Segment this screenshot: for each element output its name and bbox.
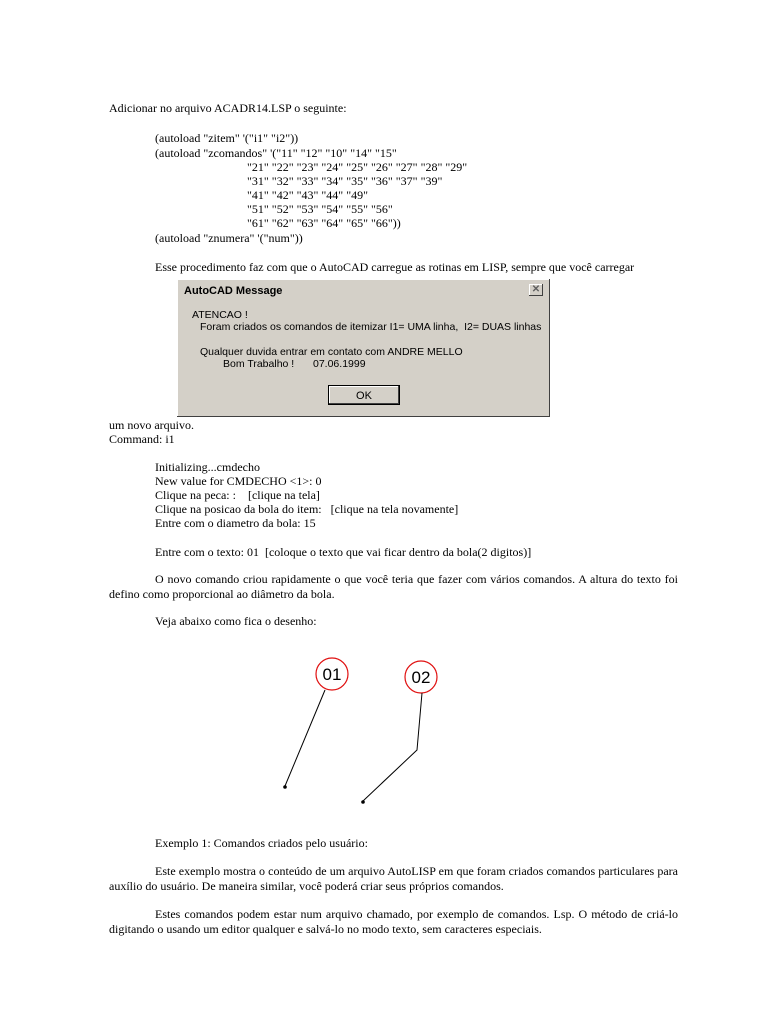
console-line: Clique na posicao da bola do item: [clique na tela novamente] bbox=[155, 502, 459, 516]
dialog-message: Foram criados os comandos de itemizar I1= UMA linha, I2= DUAS linhas bbox=[200, 321, 542, 333]
intro-text: Adicionar no arquivo ACADR14.LSP o seguinte: bbox=[109, 101, 347, 115]
code-line: (autoload "zcomandos" '("11" "12" "10" "14" "15" bbox=[155, 146, 397, 160]
code-line: (autoload "zitem" '("i1" "i2")) bbox=[155, 131, 299, 145]
leader-point-01 bbox=[283, 785, 287, 789]
bubble-label-02: 02 bbox=[411, 668, 431, 687]
ok-button[interactable]: OK bbox=[328, 385, 400, 405]
code-line: "51" "52" "53" "54" "55" "56" bbox=[247, 202, 393, 216]
dialog-date: 07.06.1999 bbox=[313, 358, 366, 370]
paragraph: O novo comando criou rapidamente o que você teria que fazer com vários comandos. A altura do texto foi defino como proporcional ao diâmetro da bola. bbox=[109, 572, 678, 601]
console-line: Initializing...cmdecho bbox=[155, 460, 260, 474]
code-line: "31" "32" "33" "34" "35" "36" "37" "39" bbox=[247, 174, 443, 188]
procedure-text: Esse procedimento faz com que o AutoCAD carregue as rotinas em LISP, sempre que você carregar bbox=[155, 260, 635, 274]
dialog-message: Qualquer duvida entrar em contato com ANDRE MELLO bbox=[200, 346, 463, 358]
autocad-message-dialog bbox=[177, 279, 550, 417]
paragraph: Estes comandos podem estar num arquivo chamado, por exemplo de comandos. Lsp. O método de criá-lo digitando o usando um editor qualquer e salvá-lo no modo texto, sem caracteres especiais. bbox=[109, 907, 678, 936]
example-title: Exemplo 1: Comandos criados pelo usuário: bbox=[155, 836, 368, 850]
dialog-heading: ATENCAO ! bbox=[192, 309, 248, 321]
leader-line-02 bbox=[363, 693, 422, 801]
code-line: (autoload "znumera" '("num")) bbox=[155, 231, 303, 245]
console-line: Clique na peca: : [clique na tela] bbox=[155, 488, 320, 502]
paragraph: Este exemplo mostra o conteúdo de um arquivo AutoLISP em que foram criados comandos particulares para auxílio do usuário. De maneira similar, você poderá criar seus próprios comandos. bbox=[109, 864, 678, 893]
text-prompt: Entre com o texto: 01 [coloque o texto que vai ficar dentro da bola(2 digitos)] bbox=[155, 545, 532, 559]
code-line: "41" "42" "43" "44" "49" bbox=[247, 188, 368, 202]
command-line: Command: i1 bbox=[109, 432, 175, 446]
body-text: um novo arquivo. bbox=[109, 418, 194, 432]
balloon-drawing bbox=[270, 650, 450, 810]
console-line: New value for CMDECHO <1>: 0 bbox=[155, 474, 322, 488]
see-below-text: Veja abaixo como fica o desenho: bbox=[155, 614, 317, 628]
close-icon[interactable]: ✕ bbox=[529, 284, 543, 296]
leader-point-02 bbox=[361, 800, 365, 804]
console-line: Entre com o diametro da bola: 15 bbox=[155, 516, 316, 530]
code-line: "61" "62" "63" "64" "65" "66")) bbox=[247, 216, 401, 230]
dialog-title: AutoCAD Message bbox=[184, 285, 283, 297]
code-line: "21" "22" "23" "24" "25" "26" "27" "28" "29" bbox=[247, 160, 468, 174]
dialog-message: Bom Trabalho ! bbox=[223, 358, 295, 370]
dialog-title-bar bbox=[180, 282, 547, 300]
bubble-label-01: 01 bbox=[322, 665, 342, 684]
leader-line-01 bbox=[285, 690, 325, 786]
